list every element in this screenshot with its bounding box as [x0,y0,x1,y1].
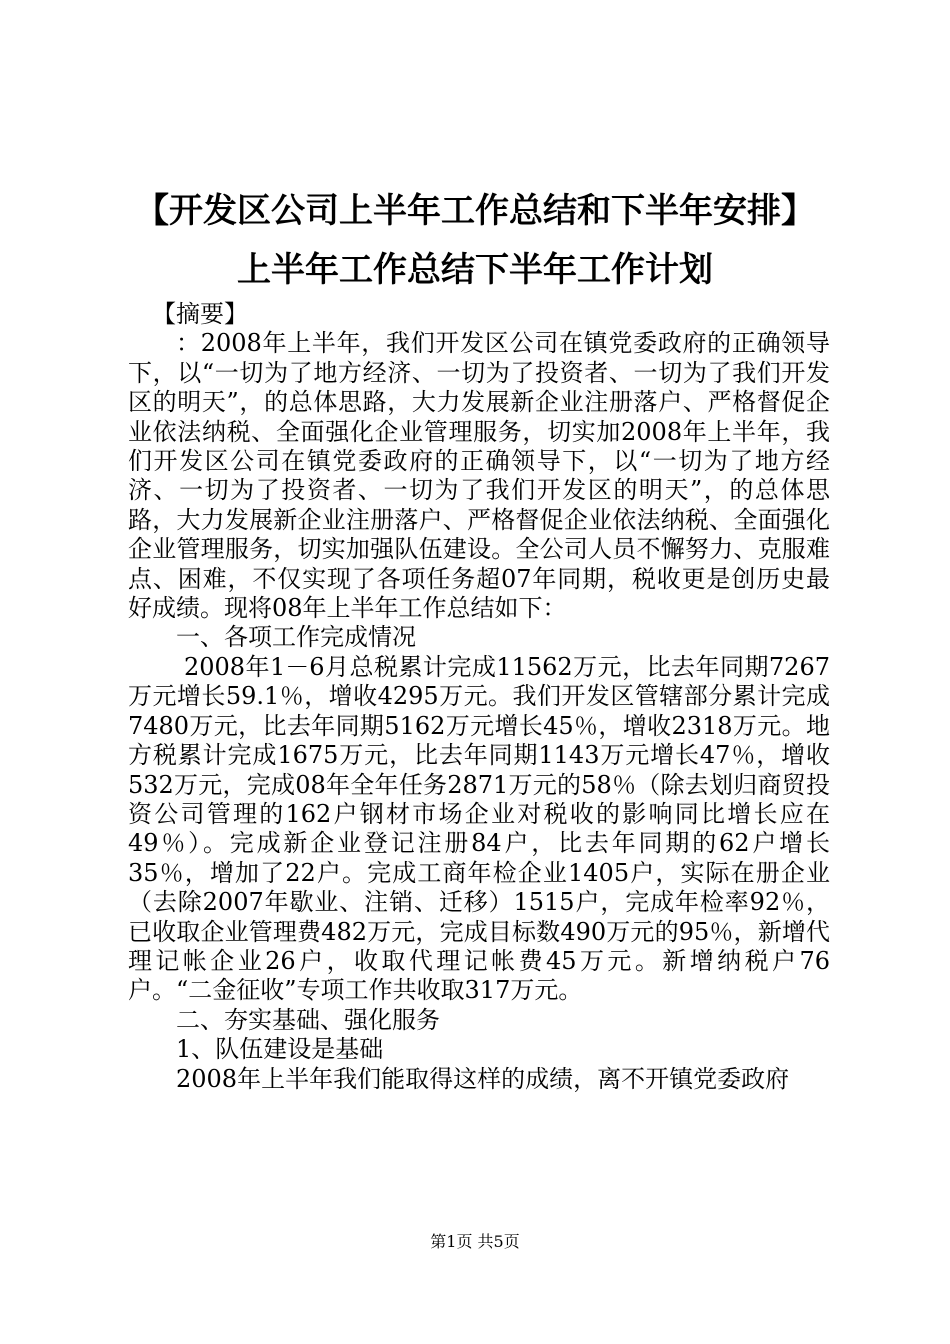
page-footer: 第1页 共5页 [430,1232,520,1251]
document-title-line2: 上半年工作总结下半年工作计划 [237,250,713,290]
section-heading-1: 一、各项工作完成情况 [176,623,416,652]
abstract-paragraph: ：2008年上半年，我们开发区公司在镇党委政府的正确领导下，以“一切为了地方经济、一切为了投资者、一切为了我们开发区的明天”，的总体思路，大力发展新企业注册落户、严格督促企业依法纳税、全面强化企业管理服务，切实加2008年上半年，我们开发区公司在镇党委政府的正确领导下，以“一切为了地方经济、一切为了投资者、一切为了我们开发区的明天”，的总体思路，大力发展新企业注册落户、严格督促企业依法纳税、全面强化企业管理服务，切实加强队伍建设。全公司人员不懈努力、克服难点、困难，不仅实现了各项任务超07年同期，税收更是创历史最好成绩。现将08年上半年工作总结如下： [128,329,830,623]
abstract-heading: 【摘要】 [152,300,248,328]
section-heading-2: 二、夯实基础、强化服务 [176,1005,440,1034]
document-title-line1: 【开发区公司上半年工作总结和下半年安排】 [135,191,815,231]
section-paragraph-1: 2008年1－6月总税累计完成11562万元，比去年同期7267万元增长59.1％，增收4295万元。我们开发区管辖部分累计完成7480万元，比去年同期5162万元增长45％，增收2318万元。地方税累计完成1675万元，比去年同期1143万元增长47％，增收532万元，完成08年全年任务2871万元的58％（除去划归商贸投资公司管理的162户钢材市场企业对税收的影响同比增长应在49％）。完成新企业登记注册84户，比去年同期的62户增长35％，增加了22户。完成工商年检企业1405户，实际在册企业（去除2007年歇业、注销、迁移）1515户，完成年检率92％，已收取企业管理费482万元，完成目标数490万元的95％，新增代理记帐企业26户，收取代理记帐费45万元。新增纳税户76户。“二金征收”专项工作共收取317万元。 [128,652,830,1005]
subsection-heading-1: 1、队伍建设是基础 [176,1035,384,1064]
document-body [128,300,830,1094]
subsection-paragraph-1: 2008年上半年我们能取得这样的成绩，离不开镇党委政府 [176,1064,790,1093]
